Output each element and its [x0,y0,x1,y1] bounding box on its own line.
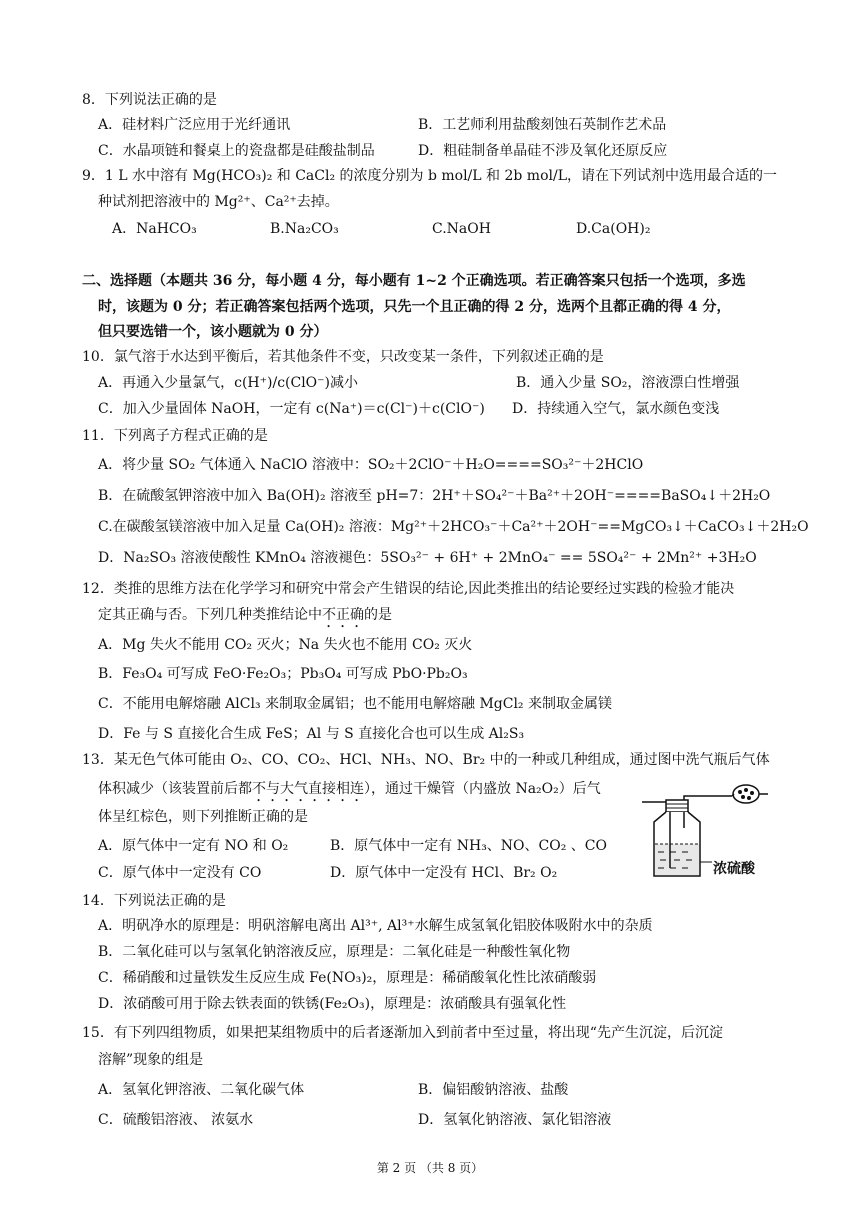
q14-option-c: C．稀硝酸和过量铁发生反应生成 Fe(NO₃)₂，原理是：稀硝酸氧化性比浓硝酸弱 [98,970,597,986]
q10-option-c: C．加入少量固体 NaOH，一定有 c(Na⁺)＝c(Cl⁻)＋c(ClO⁻) [98,401,485,417]
q13-stem-line2 [98,780,601,805]
bottle-stopper [666,800,688,812]
q8-stem: 8．下列说法正确的是 [82,92,217,108]
q8-option-b: B．工艺师利用盐酸刻蚀石英制作艺术品 [418,117,667,133]
q13-option-b: B．原气体中一定有 NH₃、NO、CO₂ 、CO [330,838,607,854]
page-footer: 第 2 页 （共 8 页） [376,1161,484,1175]
q8-option-d: D．粗硅制备单晶硅不涉及氧化还原反应 [418,143,668,159]
q13-option-d: D．原气体中一定没有 HCl、Br₂ O₂ [330,865,558,881]
q13-stem-line3: 体呈红棕色，则下列推断正确的是 [98,809,308,825]
section2-heading-line2: 时，该题为 0 分；若正确答案包括两个选项，只先一个且正确的得 2 分，选两个且都正确的得 4 分， [98,299,731,315]
q15-stem-line2: 溶解”现象的组是 [98,1052,204,1068]
q14-option-a: A．明矾净水的原理是：明矾溶解电离出 Al³⁺, Al³⁺水解生成氢氧化铝胶体吸附水中的杂质 [98,918,653,934]
q10-stem: 10．氯气溶于水达到平衡后，若其他条件不变，只改变某一条件，下列叙述正确的是 [82,349,604,365]
q14-option-d: D．浓硝酸可用于除去铁表面的铁锈(Fe₂O₃)，原理是：浓硝酸具有强氧化性 [98,996,567,1012]
drying-tube-bulb [733,785,759,803]
q10-option-d: D．持续通入空气，氯水颜色变浅 [512,401,720,417]
section2-heading-line1: 二、选择题（本题共 36 分，每小题 4 分，每小题有 1~2 个正确选项。若正确答案只包括一个选项，多选 [82,273,746,289]
q8-option-a: A．硅材料广泛应用于光纤通讯 [98,117,291,133]
q8-option-c: C．水晶项链和餐桌上的瓷盘都是硅酸盐制品 [98,143,375,159]
q12-option-a: A．Mg 失火不能用 CO₂ 灭火；Na 失火也不能用 CO₂ 灭火 [98,637,473,653]
q10-option-a: A．再通入少量氯气，c(H⁺)/c(ClO⁻)减小 [98,375,359,391]
q14-option-b: B．二氧化硅可以与氢氧化钠溶液反应，原理是：二氧化硅是一种酸性氧化物 [98,944,571,960]
q9-option-b: B.Na₂CO₃ [270,221,339,237]
q9-option-d: D.Ca(OH)₂ [576,221,651,237]
q12-stem-line2-pre: 定其正确与否。下列几种类推结论中 [98,607,322,623]
q13-option-a: A．原气体中一定有 NO 和 O₂ [98,838,289,854]
q9-option-c: C.NaOH [432,221,491,237]
q15-option-d: D．氢氧化钠溶液、氯化铝溶液 [418,1112,612,1128]
q13-stem-line2-post: ），通过干燥管（内盛放 Na₂O₂）后气 [364,781,601,797]
q11-option-b: B．在硫酸氢钾溶液中加入 Ba(OH)₂ 溶液至 pH=7：2H⁺＋SO₄²⁻＋Ba²⁺＋2OH⁻====BaSO₄↓＋2H₂O [98,488,771,504]
q13-emphasis: 不与大气直接相连 [252,781,364,797]
q13-stem-line1: 13．某无色气体可能由 O₂、CO、CO₂、HCl、NH₃、NO、Br₂ 中的一种或几种组成，通过图中洗气瓶后气体 [82,752,770,768]
apparatus-label: 浓硫酸 [713,861,755,877]
q11-option-a: A．将少量 SO₂ 气体通入 NaClO 溶液中：SO₂＋2ClO⁻＋H₂O====SO₃²⁻＋2HClO [98,457,644,473]
q15-option-b: B．偏铝酸钠溶液、盐酸 [418,1082,569,1098]
q10-option-b: B．通入少量 SO₂，溶液漂白性增强 [516,375,740,391]
q12-stem-line2-post: 的是 [364,607,392,623]
q11-option-d: D．Na₂SO₃ 溶液使酸性 KMnO₄ 溶液褪色：5SO₃²⁻ + 6H⁺ + 2MnO₄⁻ == 5SO₄²⁻ + 2Mn²⁺ +3H₂O [98,550,757,566]
section2-heading-line3: 但只要选错一个，该小题就为 0 分） [98,324,328,340]
q15-option-c: C．硫酸铝溶液、 浓氨水 [98,1112,254,1128]
q9-stem-line1: 9．1 L 水中溶有 Mg(HCO₃)₂ 和 CaCl₂ 的浓度分别为 b mol/L 和 2b mol/L，请在下列试剂中选用最合适的一 [82,168,777,184]
q11-stem: 11．下列离子方程式正确的是 [82,428,268,444]
q15-option-a: A．氢氧化钾溶液、二氧化碳气体 [98,1082,305,1098]
q9-option-a: A．NaHCO₃ [112,221,197,237]
q13-stem-line2-pre: 体积减少（该装置前后都 [98,781,252,797]
q15-stem-line1: 15．有下列四组物质，如果把某组物质中的后者逐渐加入到前者中至过量，将出现“先产生沉淀，后沉淀 [82,1025,723,1041]
q12-option-d: D．Fe 与 S 直接化合生成 FeS；Al 与 S 直接化合也可以生成 Al₂S₃ [98,726,525,742]
q12-stem-line1: 12．类推的思维方法在化学学习和研究中常会产生错误的结论,因此类推出的结论要经过实践的检验才能决 [82,581,735,597]
q12-option-c: C．不能用电解熔融 AlCl₃ 来制取金属铝；也不能用电解熔融 MgCl₂ 来制取金属镁 [98,696,612,712]
q9-stem-line2: 种试剂把溶液中的 Mg²⁺、Ca²⁺去掉。 [98,194,339,210]
q13-option-c: C．原气体中一定没有 CO [98,865,262,881]
q12-stem-line2 [98,606,392,631]
q11-option-c: C.在碳酸氢镁溶液中加入足量 Ca(OH)₂ 溶液：Mg²⁺＋2HCO₃⁻＋Ca²⁺＋2OH⁻==MgCO₃↓＋CaCO₃↓＋2H₂O [98,519,809,535]
q14-stem: 14．下列说法正确的是 [82,893,226,909]
q12-option-b: B．Fe₃O₄ 可写成 FeO·Fe₂O₃；Pb₃O₄ 可写成 PbO·Pb₂O₃ [98,666,468,682]
q12-emphasis: 不正确 [322,607,364,623]
